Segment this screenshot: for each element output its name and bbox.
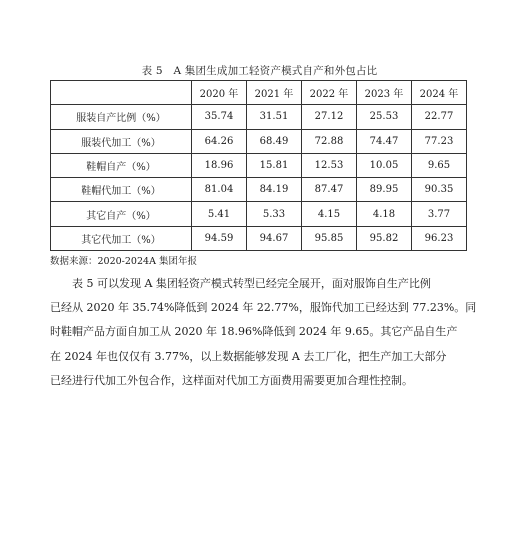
- table-row: [51, 129, 467, 153]
- row-label: 鞋帽自产（%）: [51, 153, 192, 177]
- table-cell: 12.53: [302, 153, 357, 177]
- table-row: [51, 178, 467, 202]
- table-cell: 84.19: [247, 178, 302, 202]
- table-cell: 15.81: [247, 153, 302, 177]
- table-cell: 74.47: [357, 129, 412, 153]
- header-cell: 2020 年: [192, 81, 247, 105]
- table-cell: 3.77: [412, 202, 467, 226]
- table-cell: 18.96: [192, 153, 247, 177]
- table-cell: 31.51: [247, 105, 302, 129]
- paragraph-line: 表 5 可以发现 A 集团轻资产模式转型已经完全展开，面对服饰自生产比例: [72, 277, 431, 290]
- table-cell: 9.65: [412, 153, 467, 177]
- table-cell: 95.85: [302, 226, 357, 250]
- table-cell: 95.82: [357, 226, 412, 250]
- row-label: 服装自产比例（%）: [51, 105, 192, 129]
- table-cell: 27.12: [302, 105, 357, 129]
- row-label: 鞋帽代加工（%）: [51, 178, 192, 202]
- row-label: 服装代加工（%）: [51, 129, 192, 153]
- table-cell: 68.49: [247, 129, 302, 153]
- data-table: [50, 80, 467, 251]
- header-cell: 2023 年: [357, 81, 412, 105]
- table-caption: 表 5 A 集团生成加工轻资产模式自产和外包占比: [141, 65, 378, 77]
- table-cell: 72.88: [302, 129, 357, 153]
- table-cell: 10.05: [357, 153, 412, 177]
- table-cell: 81.04: [192, 178, 247, 202]
- paragraph-line: 时鞋帽产品方面自加工从 2020 年 18.96%降低到 2024 年 9.65。其它产品自生产: [50, 325, 458, 339]
- table-cell: 96.23: [412, 226, 467, 250]
- table-cell: 77.23: [412, 129, 467, 153]
- table-row: [51, 202, 467, 226]
- table-cell: 94.67: [247, 226, 302, 250]
- paragraph-line: 已经从 2020 年 35.74%降低到 2024 年 22.77%，服饰代加工已经达到 77.23%。同: [50, 301, 477, 315]
- table-row: [51, 226, 467, 250]
- row-label: 其它代加工（%）: [51, 226, 192, 250]
- table-row: [51, 153, 467, 177]
- header-cell: 2024 年: [412, 81, 467, 105]
- header-cell: 2021 年: [247, 81, 302, 105]
- table-row: [51, 105, 467, 129]
- paragraph-line: 在 2024 年也仅仅有 3.77%，以上数据能够发现 A 去工厂化，把生产加工大部分: [50, 349, 447, 363]
- body-paragraph: [50, 272, 477, 393]
- table-cell: 25.53: [357, 105, 412, 129]
- paragraph-line: 已经进行代加工外包合作，这样面对代加工方面费用需要更加合理性控制。: [50, 373, 413, 387]
- table-cell: 90.35: [412, 178, 467, 202]
- table-cell: 35.74: [192, 105, 247, 129]
- table-cell: 89.95: [357, 178, 412, 202]
- header-cell: 2022 年: [302, 81, 357, 105]
- row-label: 其它自产（%）: [51, 202, 192, 226]
- table-cell: 94.59: [192, 226, 247, 250]
- table-header-row: [51, 81, 467, 105]
- table-cell: 5.33: [247, 202, 302, 226]
- table-cell: 5.41: [192, 202, 247, 226]
- table-cell: 4.18: [357, 202, 412, 226]
- table-cell: 87.47: [302, 178, 357, 202]
- table-cell: 22.77: [412, 105, 467, 129]
- data-source-note: 数据来源：2020-2024A 集团年报: [50, 256, 197, 267]
- table-cell: 64.26: [192, 129, 247, 153]
- table-cell: 4.15: [302, 202, 357, 226]
- header-cell: [51, 81, 192, 105]
